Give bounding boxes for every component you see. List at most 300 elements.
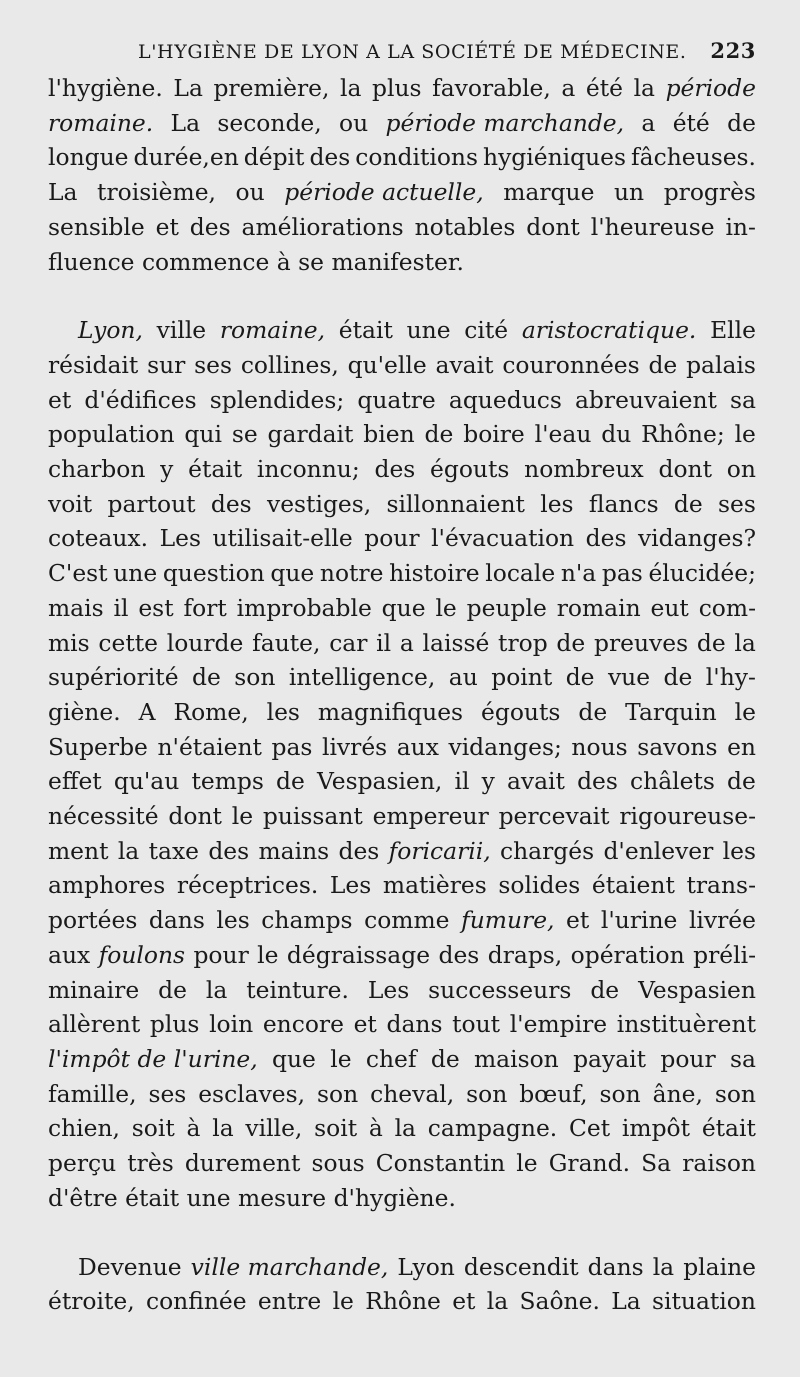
text-line (48, 730, 756, 765)
text-line (48, 210, 756, 245)
word: l'évacuation (431, 524, 575, 553)
word: étroite, (48, 1287, 135, 1316)
word: et (155, 212, 179, 241)
word: le (734, 420, 756, 449)
word: teinture. (246, 975, 349, 1004)
word: préli- (693, 940, 756, 969)
word: a (561, 74, 576, 102)
italic-word: fumure, (461, 906, 555, 935)
word: les (722, 836, 756, 865)
text-line (48, 417, 756, 452)
word: notables (414, 212, 516, 241)
word: coteaux. (48, 524, 149, 553)
word: que (272, 1044, 316, 1073)
word: soit (131, 1114, 175, 1143)
word: laissé (422, 628, 490, 657)
word: question (162, 559, 265, 588)
word: des (208, 836, 250, 865)
word: très (127, 1149, 174, 1178)
word: il (376, 628, 392, 657)
word: on (726, 455, 756, 484)
word: première, (213, 74, 330, 102)
word: réceptrices. (176, 871, 319, 900)
word: ville, (245, 1114, 303, 1143)
word: percevait (498, 802, 610, 831)
word: de (276, 767, 305, 796)
word: plus (149, 1010, 200, 1039)
word: fluence commence à se manifester. (48, 247, 464, 276)
word: palais (686, 350, 756, 379)
word: campagne. (427, 1114, 558, 1143)
text-line (48, 487, 756, 522)
word: eut (650, 593, 689, 622)
word: Les (159, 524, 201, 553)
word: avait (506, 767, 565, 796)
word: il (454, 767, 470, 796)
word: plaine (683, 1252, 756, 1281)
word: magnifiques (317, 697, 464, 726)
word: bien (363, 420, 415, 449)
text-line (48, 1042, 756, 1077)
word: trop (498, 628, 548, 657)
word: des (438, 940, 480, 969)
word: le (330, 1044, 352, 1073)
word: en (727, 732, 756, 761)
word: de (158, 975, 187, 1004)
text-line (48, 591, 756, 626)
word: le (516, 1149, 538, 1178)
text-line (48, 660, 756, 695)
word: C'est (48, 559, 108, 588)
text-line (48, 695, 756, 730)
word: nous (571, 732, 628, 761)
word: dégraissage (286, 940, 431, 969)
text-line (48, 1007, 756, 1042)
word: progrès (663, 178, 756, 207)
word: champs (261, 906, 353, 935)
word: Tarquin (625, 697, 717, 726)
word: sa (730, 385, 756, 414)
word: été (672, 108, 710, 137)
word: Devenue (78, 1252, 182, 1281)
word: intelligence, (288, 663, 436, 692)
word: La (611, 1287, 641, 1316)
word: pour (193, 940, 249, 969)
word: locale (485, 559, 556, 588)
word: pour (660, 1044, 716, 1073)
word: son (317, 1079, 359, 1108)
word: qu'elle (347, 350, 427, 379)
word: sous (311, 1149, 365, 1178)
word: seconde, (217, 108, 322, 137)
text-line (48, 1077, 756, 1112)
word: livrée (688, 906, 756, 935)
word: pour (364, 524, 420, 553)
italic-word: Lyon, (78, 316, 143, 345)
word: entre (257, 1287, 322, 1316)
word: châlets (630, 767, 715, 796)
word: quatre (357, 385, 436, 414)
word: la (394, 1114, 417, 1143)
word: et (566, 906, 590, 935)
word: Grand. (548, 1149, 631, 1178)
word: le (257, 940, 279, 969)
word: savons (637, 732, 718, 761)
word: supériorité (48, 663, 179, 692)
word: abreuvaient (574, 385, 717, 414)
word: égouts (430, 455, 510, 484)
word: d'édifices (84, 385, 197, 414)
word: l'urine (600, 906, 678, 935)
text-line (48, 764, 756, 799)
word: de (727, 767, 756, 796)
word: car (329, 628, 368, 657)
word: nécessité (48, 802, 159, 831)
word: dont (168, 802, 222, 831)
word: de (727, 108, 756, 137)
word: son (234, 663, 276, 692)
word: les (540, 489, 574, 518)
word: ment (48, 836, 109, 865)
word: il (113, 593, 129, 622)
word: élucidée; (648, 559, 756, 588)
word: des (189, 212, 231, 241)
word: fort (183, 593, 227, 622)
word: Elle (710, 316, 756, 345)
word: collines, (240, 350, 339, 379)
word: se (231, 420, 258, 449)
word: temps (191, 767, 264, 796)
word: l'hygiène. (48, 74, 163, 102)
word: et (452, 1287, 476, 1316)
word: comme (364, 906, 450, 935)
word: de (556, 628, 586, 657)
text-line (48, 1111, 756, 1146)
word: dont (658, 455, 712, 484)
word: com- (698, 593, 756, 622)
word: mis (48, 628, 90, 657)
word: boire (463, 420, 525, 449)
word: lourde (166, 628, 244, 657)
word: sillonnaient (386, 489, 525, 518)
text-line (48, 938, 756, 973)
word: impôt (621, 1114, 691, 1143)
word: égouts (481, 697, 561, 726)
word: maison (473, 1044, 559, 1073)
word: Rhône (365, 1287, 441, 1316)
text-line (48, 903, 756, 938)
word: des (577, 767, 618, 796)
word: La (173, 74, 203, 102)
word: fâcheuses. (631, 143, 756, 172)
word: pas (271, 732, 313, 761)
word: de (424, 420, 454, 449)
word: raison (682, 1149, 756, 1178)
word: la (339, 74, 362, 102)
word: l'eau (534, 420, 592, 449)
word: Les (367, 975, 410, 1004)
word: de (696, 628, 726, 657)
word: charbon (48, 455, 146, 484)
word: population (48, 420, 175, 449)
word: partout (107, 489, 196, 518)
word: improbable (236, 593, 372, 622)
word: A (138, 697, 156, 726)
word: la (633, 74, 656, 102)
word: Vespasien, (316, 767, 443, 796)
word: du (601, 420, 632, 449)
word: minaire (48, 975, 140, 1004)
word: son (714, 1079, 756, 1108)
word: faute, (252, 628, 321, 657)
word: amphores (48, 871, 166, 900)
word: à (368, 1114, 383, 1143)
word: vidanges; (448, 732, 562, 761)
word: in- (725, 212, 756, 241)
italic-word: période (665, 74, 756, 102)
word: et (48, 385, 72, 414)
word: descendit (463, 1252, 579, 1281)
word: y (481, 767, 495, 796)
word: rigoureuse- (619, 802, 756, 831)
word: solides (498, 871, 581, 900)
word: ville (156, 316, 207, 345)
word: a (641, 108, 656, 137)
word: chien, (48, 1114, 120, 1143)
word: l'heureuse (590, 212, 715, 241)
italic-word: période marchande, (385, 108, 625, 137)
word: des (338, 836, 380, 865)
word: n'a (560, 559, 597, 588)
word: d'enlever (603, 836, 714, 865)
word: résidait (48, 350, 139, 379)
word: la (117, 836, 140, 865)
word: vue (607, 663, 651, 692)
text-line (48, 799, 756, 834)
word: Rome, (173, 697, 249, 726)
word: sur (147, 350, 186, 379)
word: instituèrent (616, 1010, 756, 1039)
italic-word: période actuelle, (284, 178, 484, 207)
paragraph (48, 313, 756, 1215)
word: été (585, 74, 624, 102)
text-line (48, 452, 756, 487)
word: ou (235, 178, 265, 207)
word: dont (526, 212, 580, 241)
word: le (332, 1287, 354, 1316)
word: payait (573, 1044, 647, 1073)
word: inconnu; (256, 455, 360, 484)
word: de (565, 663, 595, 692)
word: l'hy- (705, 663, 756, 692)
word: preuves (593, 628, 689, 657)
word: Les (329, 871, 372, 900)
italic-word: romaine, (219, 316, 326, 345)
word: sensible (48, 212, 145, 241)
word: d'être était une mesure d'hygiène. (48, 1183, 456, 1212)
word: opération (570, 940, 685, 969)
word: longue (48, 143, 129, 172)
word: cité (464, 316, 509, 345)
word: était (188, 455, 243, 484)
word: successeurs (428, 975, 572, 1004)
word: des (309, 143, 351, 172)
word: durement (184, 1149, 301, 1178)
word: de (663, 663, 693, 692)
word: giène. (48, 697, 121, 726)
word: n'étaient (157, 732, 262, 761)
word: ses (718, 489, 756, 518)
word: le (734, 697, 756, 726)
word: les (216, 906, 250, 935)
text-line (48, 348, 756, 383)
word: des (374, 455, 416, 484)
word: situation (652, 1287, 756, 1316)
word: des (585, 524, 627, 553)
word: pas (601, 559, 643, 588)
word: le (435, 593, 457, 622)
running-head (48, 38, 756, 63)
paragraph (48, 71, 756, 279)
word: la (212, 1114, 234, 1143)
word: famille, (48, 1079, 137, 1108)
word: Vespasien (638, 975, 756, 1004)
word: esclaves, (198, 1079, 306, 1108)
text-line (48, 175, 756, 210)
word: de (430, 1044, 460, 1073)
word: dans (587, 1252, 644, 1281)
running-title: L'HYGIÈNE DE LYON A LA SOCIÉTÉ DE MÉDECINE. (138, 41, 687, 63)
text-line (48, 521, 756, 556)
word: voit (48, 489, 93, 518)
word: Constantin (375, 1149, 506, 1178)
word: taxe (148, 836, 199, 865)
text-line (48, 1181, 756, 1216)
word: à (186, 1114, 201, 1143)
word: marque (503, 178, 595, 207)
word: flancs (588, 489, 659, 518)
word: qu'au (113, 767, 180, 796)
word: perçu (48, 1149, 117, 1178)
word: favorable, (432, 74, 551, 102)
italic-word: romaine. (48, 108, 154, 137)
page-number: 223 (710, 38, 756, 63)
word: aux (396, 732, 439, 761)
word: allèrent (48, 1010, 141, 1039)
word: au (448, 663, 478, 692)
word: confinée (145, 1287, 247, 1316)
italic-word: l'impôt de l'urine, (48, 1044, 258, 1073)
word: les (266, 697, 300, 726)
word: mains (258, 836, 330, 865)
text-line (48, 1250, 756, 1285)
word: puissant (262, 802, 363, 831)
word: de (191, 663, 221, 692)
word: livrés (321, 732, 388, 761)
word: son (466, 1079, 508, 1108)
word: conditions (355, 143, 478, 172)
word: Lyon (397, 1252, 455, 1281)
word: troisième, (97, 178, 216, 207)
text-line (48, 245, 756, 280)
text-line (48, 383, 756, 418)
word: dépit (243, 143, 305, 172)
italic-word: aristocratique. (521, 316, 697, 345)
text-line (48, 868, 756, 903)
text-line (48, 313, 756, 348)
text-line (48, 556, 756, 591)
word: Rhône; (641, 420, 725, 449)
word: le (231, 802, 254, 831)
word: ses (194, 350, 233, 379)
text-line (48, 834, 756, 869)
word: histoire (389, 559, 480, 588)
word: était (701, 1114, 756, 1143)
word: chargés (500, 836, 595, 865)
word: soit (314, 1114, 358, 1143)
word: portées (48, 906, 138, 935)
word: couronnées (502, 350, 640, 379)
word: loin (209, 1010, 254, 1039)
italic-word: foulons (98, 940, 186, 969)
word: vidanges? (637, 524, 756, 553)
text-line (48, 1284, 756, 1319)
word: cheval, (370, 1079, 455, 1108)
text-line (48, 140, 756, 175)
word: effet (48, 767, 102, 796)
text-line (48, 626, 756, 661)
word: de (578, 697, 608, 726)
word: a (399, 628, 414, 657)
word: que (270, 559, 315, 588)
word: utilisait-elle (212, 524, 353, 553)
word: encore (262, 1010, 344, 1039)
word: âne, (652, 1079, 703, 1108)
word: l'empire (509, 1010, 608, 1039)
text-line (48, 106, 756, 141)
word: sa (729, 1044, 756, 1073)
word: qui (184, 420, 222, 449)
word: dans (386, 1010, 443, 1039)
word: la (652, 1252, 675, 1281)
word: hygiéniques (483, 143, 627, 172)
word: de (673, 489, 703, 518)
word: des (210, 489, 252, 518)
word: matières (382, 871, 487, 900)
word: ou (339, 108, 369, 137)
word: romain (556, 593, 641, 622)
italic-word: ville marchande, (190, 1252, 389, 1281)
word: dans (148, 906, 205, 935)
word: nombreux (524, 455, 644, 484)
word: avait (435, 350, 494, 379)
word: bœuf, (519, 1079, 588, 1108)
word: une (113, 559, 158, 588)
word: est (138, 593, 174, 622)
word: mais (48, 593, 104, 622)
word: La (170, 108, 201, 137)
word: un (613, 178, 645, 207)
word: son (599, 1079, 641, 1108)
word: notre (319, 559, 384, 588)
word: peuple (466, 593, 547, 622)
word: et (353, 1010, 377, 1039)
word: chef (365, 1044, 417, 1073)
word: aux (48, 940, 91, 969)
paragraph (48, 1250, 756, 1319)
word: Cet (569, 1114, 611, 1143)
word: vestiges, (267, 489, 372, 518)
